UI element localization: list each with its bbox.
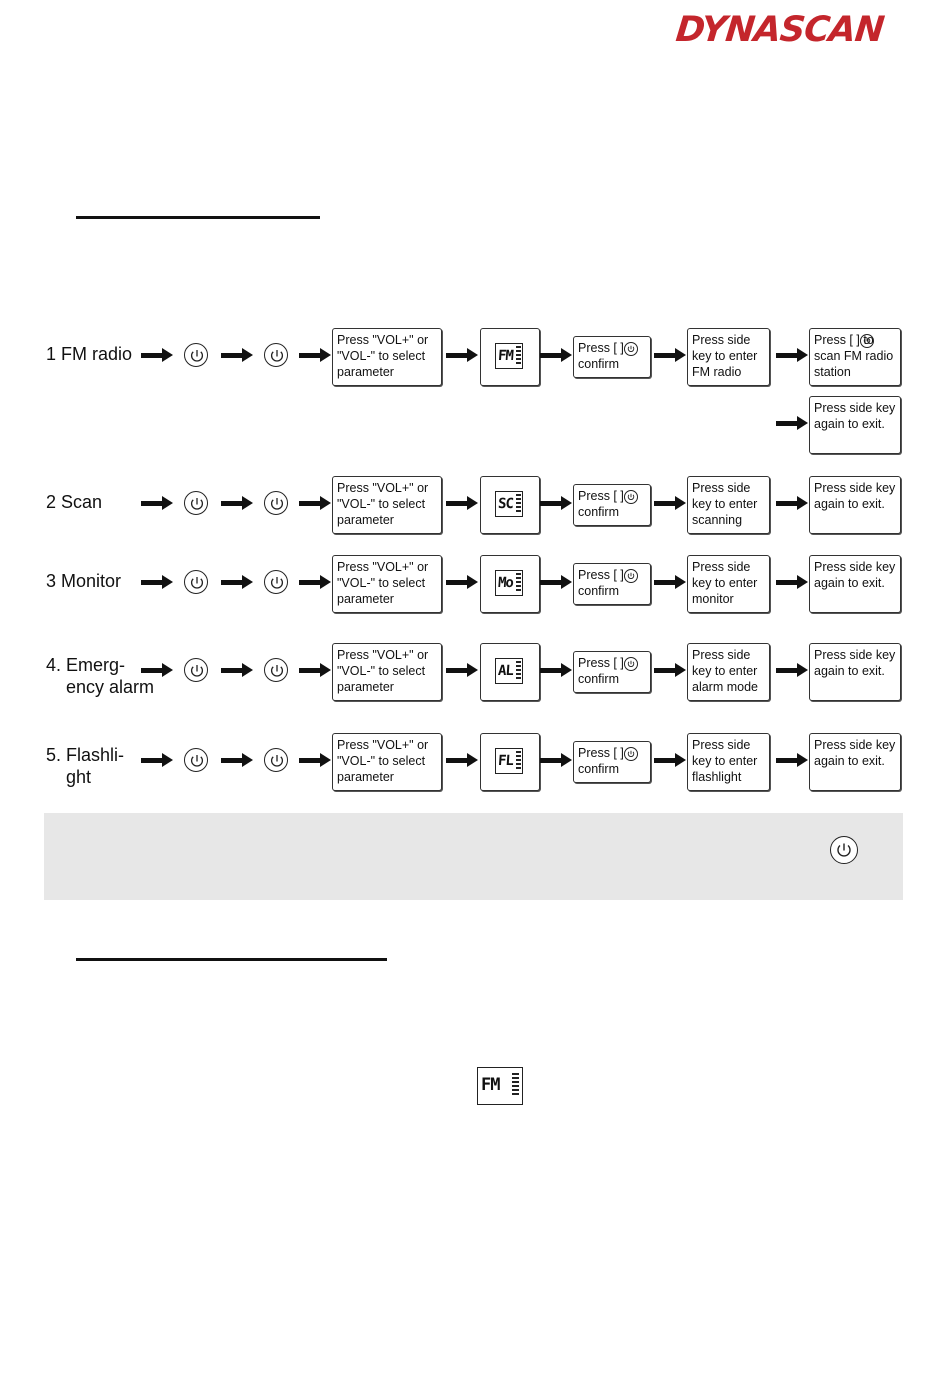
confirm-box-line: Press [ ] xyxy=(578,341,624,355)
enter-mode-box xyxy=(687,328,770,386)
lcd-display xyxy=(480,328,540,386)
power-icon xyxy=(624,747,638,761)
arrow-icon xyxy=(141,348,173,362)
arrow-icon xyxy=(540,753,572,767)
final-step-box xyxy=(809,555,901,613)
power-button-icon xyxy=(184,748,208,772)
lcd-text: FL xyxy=(497,753,514,769)
final-step-box-line: Press side key xyxy=(814,738,896,752)
arrow-icon xyxy=(776,348,808,362)
enter-mode-box-line: key to enter xyxy=(692,576,758,590)
final-step-box-line: again to exit. xyxy=(814,754,885,768)
power-button-icon xyxy=(264,748,288,772)
battery-icon xyxy=(516,346,521,364)
arrow-icon xyxy=(141,663,173,677)
lcd-screen xyxy=(495,658,523,684)
power-button-icon xyxy=(184,658,208,682)
enter-mode-box-line: flashlight xyxy=(692,770,742,784)
lcd-screen xyxy=(495,570,523,596)
select-parameter-box-line: parameter xyxy=(337,513,394,527)
arrow-icon xyxy=(446,348,478,362)
select-parameter-box xyxy=(332,555,442,613)
row-label: 2 Scan xyxy=(46,492,103,512)
power-button-icon xyxy=(264,570,288,594)
power-icon xyxy=(624,569,638,583)
arrow-icon xyxy=(776,575,808,589)
enter-mode-box-line: alarm mode xyxy=(692,680,758,694)
final-step-box-line: again to exit. xyxy=(814,576,885,590)
lcd-text: SC xyxy=(497,496,514,512)
confirm-box xyxy=(573,484,651,526)
confirm-box-line: confirm xyxy=(578,584,619,598)
arrow-icon xyxy=(654,496,686,510)
enter-mode-box xyxy=(687,643,770,701)
enter-mode-box xyxy=(687,476,770,534)
confirm-box-line: confirm xyxy=(578,672,619,686)
power-button-icon xyxy=(264,658,288,682)
final-step-box-line: again to exit. xyxy=(814,497,885,511)
power-button-icon xyxy=(264,343,288,367)
arrow-icon xyxy=(141,753,173,767)
arrow-icon xyxy=(446,753,478,767)
arrow-icon xyxy=(776,753,808,767)
note-panel xyxy=(44,813,903,900)
final-step-box-line: Press side key xyxy=(814,648,896,662)
battery-icon xyxy=(516,751,521,769)
confirm-box xyxy=(573,651,651,693)
arrow-icon xyxy=(141,575,173,589)
power-button-icon xyxy=(184,491,208,515)
power-icon xyxy=(624,490,638,504)
enter-mode-box-line: key to enter xyxy=(692,664,758,678)
lcd-text: FM xyxy=(481,1075,500,1095)
power-icon xyxy=(624,657,638,671)
arrow-icon xyxy=(776,496,808,510)
lcd-screen xyxy=(495,491,523,517)
select-parameter-box-line: Press "VOL+" or xyxy=(337,560,429,574)
confirm-box-line: Press [ ] xyxy=(578,568,624,582)
enter-mode-box-line: Press side xyxy=(692,560,751,574)
final-step-box xyxy=(809,328,901,386)
final-step-box xyxy=(809,643,901,701)
row-label: ency alarm xyxy=(66,677,155,697)
final-step-box-line: scan FM radio xyxy=(814,349,894,363)
lcd-text: Mo xyxy=(497,575,514,591)
confirm-box xyxy=(573,563,651,605)
enter-mode-box-line: Press side xyxy=(692,738,751,752)
lcd-screen xyxy=(495,343,523,369)
power-button-icon xyxy=(184,570,208,594)
fm-lcd-icon xyxy=(477,1067,523,1105)
power-icon xyxy=(830,836,858,864)
confirm-box xyxy=(573,336,651,378)
arrow-icon xyxy=(221,575,253,589)
confirm-box-line: Press [ ] xyxy=(578,656,624,670)
arrow-icon xyxy=(221,753,253,767)
select-parameter-box xyxy=(332,328,442,386)
exit-box-line: Press side key xyxy=(814,401,896,415)
select-parameter-box xyxy=(332,733,442,791)
arrow-icon xyxy=(654,575,686,589)
exit-box-line: again to exit. xyxy=(814,417,885,431)
arrow-icon xyxy=(446,496,478,510)
row-label: 5. Flashli- xyxy=(46,745,125,765)
final-step-box-line: station xyxy=(814,365,851,379)
power-button-icon xyxy=(184,343,208,367)
enter-mode-box-line: FM radio xyxy=(692,365,742,379)
final-step-box-line: Press [ ] to xyxy=(814,333,874,347)
arrow-icon xyxy=(446,663,478,677)
lcd-display xyxy=(480,643,540,701)
power-icon xyxy=(860,334,874,348)
confirm-box-line: confirm xyxy=(578,357,619,371)
row-label: 1 FM radio xyxy=(46,344,133,364)
select-parameter-box-line: "VOL-" to select xyxy=(337,497,426,511)
confirm-box-line: Press [ ] xyxy=(578,746,624,760)
select-parameter-box-line: parameter xyxy=(337,592,394,606)
brand-logo: DYNASCAN xyxy=(673,10,886,50)
battery-icon xyxy=(516,573,521,591)
select-parameter-box-line: Press "VOL+" or xyxy=(337,481,429,495)
row-label: 3 Monitor xyxy=(46,571,122,591)
section-underline xyxy=(76,216,320,219)
enter-mode-box xyxy=(687,733,770,791)
arrow-icon xyxy=(540,348,572,362)
enter-mode-box-line: key to enter xyxy=(692,497,758,511)
select-parameter-box-line: Press "VOL+" or xyxy=(337,333,429,347)
arrow-icon xyxy=(299,348,331,362)
final-step-box xyxy=(809,476,901,534)
arrow-icon xyxy=(540,496,572,510)
section-underline-2 xyxy=(76,958,387,961)
final-step-box-line: Press side key xyxy=(814,560,896,574)
select-parameter-box-line: "VOL-" to select xyxy=(337,349,426,363)
select-parameter-box xyxy=(332,476,442,534)
arrow-icon xyxy=(654,663,686,677)
enter-mode-box-line: Press side xyxy=(692,333,751,347)
select-parameter-box-line: parameter xyxy=(337,770,394,784)
lcd-screen xyxy=(495,748,523,774)
lcd-display xyxy=(480,476,540,534)
final-step-box-line: again to exit. xyxy=(814,664,885,678)
battery-icon xyxy=(516,494,521,512)
power-icon xyxy=(624,342,638,356)
arrow-icon xyxy=(221,496,253,510)
confirm-box-line: confirm xyxy=(578,505,619,519)
enter-mode-box-line: scanning xyxy=(692,513,743,527)
enter-mode-box xyxy=(687,555,770,613)
select-parameter-box-line: Press "VOL+" or xyxy=(337,648,429,662)
arrow-icon xyxy=(446,575,478,589)
arrow-icon xyxy=(776,416,808,430)
lcd-text: AL xyxy=(497,663,514,679)
enter-mode-box-line: key to enter xyxy=(692,349,758,363)
enter-mode-box-line: Press side xyxy=(692,481,751,495)
select-parameter-box-line: parameter xyxy=(337,365,394,379)
select-parameter-box-line: Press "VOL+" or xyxy=(337,738,429,752)
confirm-box-line: confirm xyxy=(578,762,619,776)
arrow-icon xyxy=(540,575,572,589)
final-step-box-line: Press side key xyxy=(814,481,896,495)
select-parameter-box-line: "VOL-" to select xyxy=(337,576,426,590)
arrow-icon xyxy=(654,753,686,767)
confirm-box-line: Press [ ] xyxy=(578,489,624,503)
arrow-icon xyxy=(141,496,173,510)
arrow-icon xyxy=(299,496,331,510)
arrow-icon xyxy=(776,663,808,677)
enter-mode-box-line: key to enter xyxy=(692,754,758,768)
battery-icon xyxy=(512,1073,519,1097)
enter-mode-box-line: Press side xyxy=(692,648,751,662)
arrow-icon xyxy=(654,348,686,362)
arrow-icon xyxy=(299,663,331,677)
lcd-display xyxy=(480,733,540,791)
arrow-icon xyxy=(299,575,331,589)
arrow-icon xyxy=(221,348,253,362)
row-label: 4. Emerg- xyxy=(46,655,126,675)
arrow-icon xyxy=(540,663,572,677)
final-step-box xyxy=(809,733,901,791)
select-parameter-box-line: parameter xyxy=(337,680,394,694)
power-button-icon xyxy=(264,491,288,515)
battery-icon xyxy=(516,661,521,679)
confirm-box xyxy=(573,741,651,783)
lcd-display xyxy=(480,555,540,613)
select-parameter-box-line: "VOL-" to select xyxy=(337,664,426,678)
arrow-icon xyxy=(299,753,331,767)
exit-box xyxy=(809,396,901,454)
lcd-text: FM xyxy=(497,348,514,364)
enter-mode-box-line: monitor xyxy=(692,592,734,606)
select-parameter-box xyxy=(332,643,442,701)
select-parameter-box-line: "VOL-" to select xyxy=(337,754,426,768)
row-label: ght xyxy=(66,767,92,787)
arrow-icon xyxy=(221,663,253,677)
